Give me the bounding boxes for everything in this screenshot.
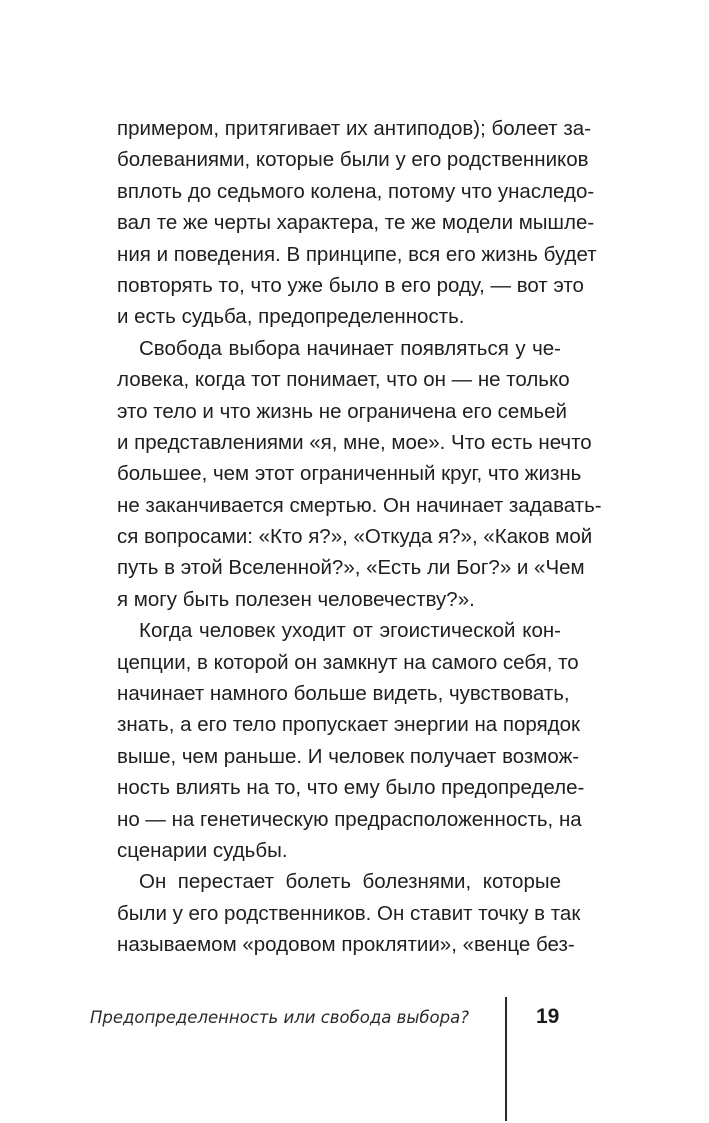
text-line: вал те же черты характера, те же модели мышле- [117,211,595,235]
text-line: ловека, когда тот понимает, что он — не только [117,368,570,392]
text-line: путь в этой Вселенной?», «Есть ли Бог?» и «Чем [117,556,585,580]
text-line: знать, а его тело пропускает энергии на порядок [117,713,581,737]
text-line: вплоть до седьмого колена, потому что унаследо- [117,179,595,203]
footer-vertical-rule [505,997,507,1121]
text-line: не заканчивается смертью. Он начинает задавать- [117,493,602,517]
text-line: примером, притягивает их антиподов); болеет за- [117,117,591,140]
text-line: Свобода выбора начинает появляться у че- [139,336,561,360]
page-footer [0,1004,709,1044]
text-line: и есть судьба, предопределенность. [117,305,465,329]
text-line: сценарии судьбы. [117,838,288,862]
page-number: 19 [536,1005,560,1028]
text-line: Он перестает болеть болезнями, которые [139,870,561,894]
text-line: выше, чем раньше. И человек получает возмож- [117,744,580,768]
text-line: ность влиять на то, что ему было предопределе- [117,776,585,800]
text-line: ся вопросами: «Кто я?», «Откуда я?», «Каков мой [117,525,593,549]
running-title: Предопределенность или свобода выбора? [89,1008,469,1027]
body-text [117,113,602,961]
text-line: я могу быть полезен человечеству?». [117,587,475,611]
text-line: Когда человек уходит от эгоистической кон- [139,619,561,643]
text-line: ния и поведения. В принципе, вся его жизнь будет [117,242,597,266]
text-line: цепции, в которой он замкнут на самого себя, то [117,650,579,674]
text-line: повторять то, что уже было в его роду, — вот это [117,273,584,297]
text-line: начинает намного больше видеть, чувствовать, [117,682,570,706]
text-line: называемом «родовом проклятии», «венце без- [117,933,575,957]
text-line: болеваниями, которые были у его родственников [117,148,589,172]
text-line: были у его родственников. Он ставит точку в так [117,901,581,925]
text-line: но — на генетическую предрасположенность, на [117,807,582,831]
text-line: большее, чем этот ограниченный круг, что жизнь [117,462,582,486]
text-line: и представлениями «я, мне, мое». Что есть нечто [117,430,592,454]
text-line: это тело и что жизнь не ограничена его семьей [117,399,567,423]
